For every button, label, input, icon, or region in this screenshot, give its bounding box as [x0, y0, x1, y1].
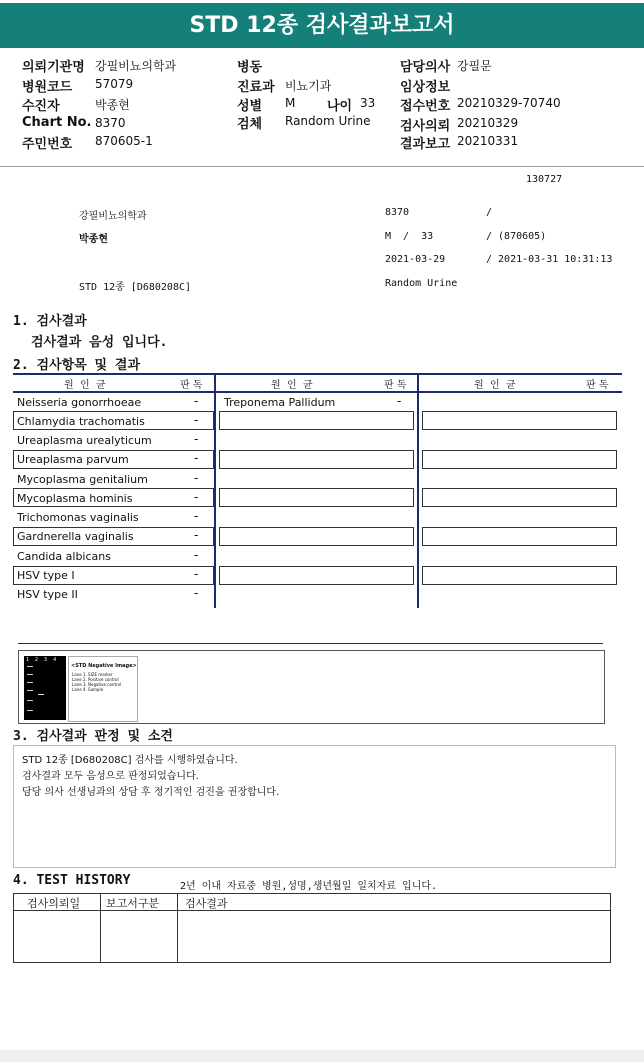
- divider: [18, 643, 603, 644]
- label-resident-no: 주민번호: [22, 137, 73, 152]
- header-pathogen-3: 원 인 균: [474, 380, 516, 391]
- header-result-3: 판 독: [586, 380, 609, 391]
- value-requesting-clinic: 강필비뇨의학과: [95, 59, 177, 73]
- pathogen-name: Candida albicans: [17, 550, 111, 563]
- history-col-report-type: 보고서구분: [106, 897, 160, 910]
- sub-clinic: 강필비뇨의학과: [79, 211, 147, 222]
- section1-title: 1. 검사결과: [13, 314, 87, 329]
- pathogen-result: -: [194, 490, 199, 504]
- value-request-date: 20210329: [457, 116, 519, 130]
- header-result-2: 판 독: [384, 380, 407, 391]
- value-doctor: 강필문: [457, 59, 492, 73]
- bottom-bar: [0, 1050, 644, 1062]
- empty-row-box: [219, 488, 414, 507]
- label-age: 나이: [327, 99, 353, 114]
- pathogen-name: Ureaplasma urealyticum: [17, 434, 152, 447]
- value-sex: M: [285, 96, 296, 110]
- section2-title: 2. 검사항목 및 결과: [13, 358, 141, 373]
- sub-birth: / (870605): [486, 231, 547, 242]
- history-col-divider: [100, 893, 101, 962]
- pathogen-result: -: [194, 567, 199, 581]
- gel-legend-title: <STD Negative Image>: [71, 663, 137, 669]
- sub-date-request: 2021-03-29: [385, 254, 446, 265]
- opinion-line: STD 12종 [D680208C] 검사를 시행하였습니다.: [22, 755, 238, 766]
- empty-row-box: [219, 527, 414, 546]
- pathogen-name: Mycoplasma genitalium: [17, 473, 148, 486]
- opinion-box: [13, 745, 616, 868]
- sub-specimen: Random Urine: [385, 278, 458, 289]
- column-divider: [214, 375, 216, 608]
- pathogen-result: -: [194, 586, 199, 600]
- label-report-date: 결과보고: [400, 137, 451, 152]
- pathogen-result: -: [194, 509, 199, 523]
- label-hospital-code: 병원코드: [22, 80, 73, 95]
- pathogen-result: -: [397, 394, 402, 408]
- pathogen-result: -: [194, 413, 199, 427]
- value-report-date: 20210331: [457, 134, 519, 148]
- pathogen-result: -: [194, 432, 199, 446]
- gel-legend-line: Lane 4. Sample: [72, 687, 104, 692]
- value-age: 33: [360, 96, 376, 110]
- label-requesting-clinic: 의뢰기관명: [22, 60, 85, 75]
- pathogen-name: HSV type II: [17, 588, 78, 601]
- pathogen-result: -: [194, 394, 199, 408]
- history-col-result: 검사결과: [185, 897, 228, 910]
- pathogen-name: Treponema Pallidum: [224, 396, 336, 409]
- value-chart-no: 8370: [95, 116, 126, 130]
- header-pathogen-2: 원 인 균: [271, 380, 313, 391]
- gel-legend-line: Lane 2. Positive control: [72, 677, 119, 682]
- history-col-divider: [177, 893, 178, 962]
- empty-row-box: [422, 450, 617, 469]
- empty-row-box: [422, 566, 617, 585]
- label-chart-no: Chart No.: [22, 115, 92, 130]
- pathogen-name: Trichomonas vaginalis: [17, 511, 139, 524]
- pathogen-result: -: [194, 528, 199, 542]
- sub-chart: 8370: [385, 207, 410, 218]
- gel-legend-line: Lane 1. SIZE marker: [72, 672, 113, 677]
- section3-title: 3. 검사결과 판정 및 소견: [13, 729, 173, 744]
- label-patient: 수진자: [22, 99, 60, 114]
- gel-image: [24, 656, 66, 720]
- header-result-1: 판 독: [180, 380, 203, 391]
- test-history-table: [13, 893, 611, 963]
- value-resident-no: 870605-1: [95, 134, 153, 148]
- sub-sex-age: M / 33: [385, 231, 434, 242]
- sub-code: 130727: [526, 174, 563, 185]
- empty-row-box: [422, 411, 617, 430]
- label-doctor: 담당의사: [400, 60, 451, 75]
- pathogen-result: -: [194, 451, 199, 465]
- pathogen-name: HSV type I: [17, 569, 75, 582]
- history-col-request-date: 검사의뢰일: [27, 897, 81, 910]
- sub-test-name: STD 12종 [D680208C]: [79, 282, 192, 293]
- sub-slash: /: [486, 207, 493, 218]
- value-department: 비뇨기과: [285, 79, 332, 93]
- gel-legend-line: Lane 3. Negative control: [72, 682, 122, 687]
- pathogen-name: Chlamydia trachomatis: [17, 415, 145, 428]
- history-header-line: [13, 910, 610, 911]
- value-hospital-code: 57079: [95, 77, 134, 91]
- label-ward: 병동: [237, 60, 263, 75]
- pathogen-result: -: [194, 548, 199, 562]
- label-sex: 성별: [237, 99, 263, 114]
- empty-row-box: [219, 450, 414, 469]
- sub-name: 박종현: [79, 234, 108, 245]
- label-specimen: 검체: [237, 117, 263, 132]
- empty-row-box: [422, 488, 617, 507]
- empty-row-box: [219, 566, 414, 585]
- header-pathogen-1: 원 인 균: [64, 380, 106, 391]
- value-receipt-no: 20210329-70740: [457, 96, 561, 110]
- gel-legend: [68, 656, 138, 722]
- empty-row-box: [219, 411, 414, 430]
- column-divider: [417, 375, 419, 608]
- section1-result: 검사결과 음성 입니다.: [31, 335, 168, 350]
- pathogen-name: Mycoplasma hominis: [17, 492, 133, 505]
- opinion-line: 담당 의사 선생님과의 상담 후 정기적인 검진을 권장합니다.: [22, 787, 280, 798]
- sub-date-report: / 2021-03-31 10:31:13: [486, 254, 613, 265]
- pathogen-name: Neisseria gonorrhoeae: [17, 396, 142, 409]
- pathogen-result: -: [194, 471, 199, 485]
- section4-title: 4. TEST HISTORY: [13, 873, 131, 888]
- pathogen-name: Ureaplasma parvum: [17, 453, 129, 466]
- opinion-line: 검사결과 모두 음성으로 판정되었습니다.: [22, 771, 199, 782]
- label-department: 진료과: [237, 80, 275, 95]
- report-title: STD 12종 검사결과보고서: [0, 3, 644, 48]
- label-request-date: 검사의뢰: [400, 119, 451, 134]
- empty-row-box: [422, 527, 617, 546]
- label-clinical-info: 임상정보: [400, 80, 451, 95]
- gel-lane-numbers: 1 2 3 4: [26, 657, 57, 663]
- value-specimen: Random Urine: [285, 114, 371, 128]
- label-receipt-no: 접수번호: [400, 99, 451, 114]
- pathogen-name: Gardnerella vaginalis: [17, 530, 134, 543]
- section4-note: 2년 이내 자료중 병원,성명,생년월일 일치자료 입니다.: [180, 881, 438, 892]
- value-patient: 박종현: [95, 98, 130, 112]
